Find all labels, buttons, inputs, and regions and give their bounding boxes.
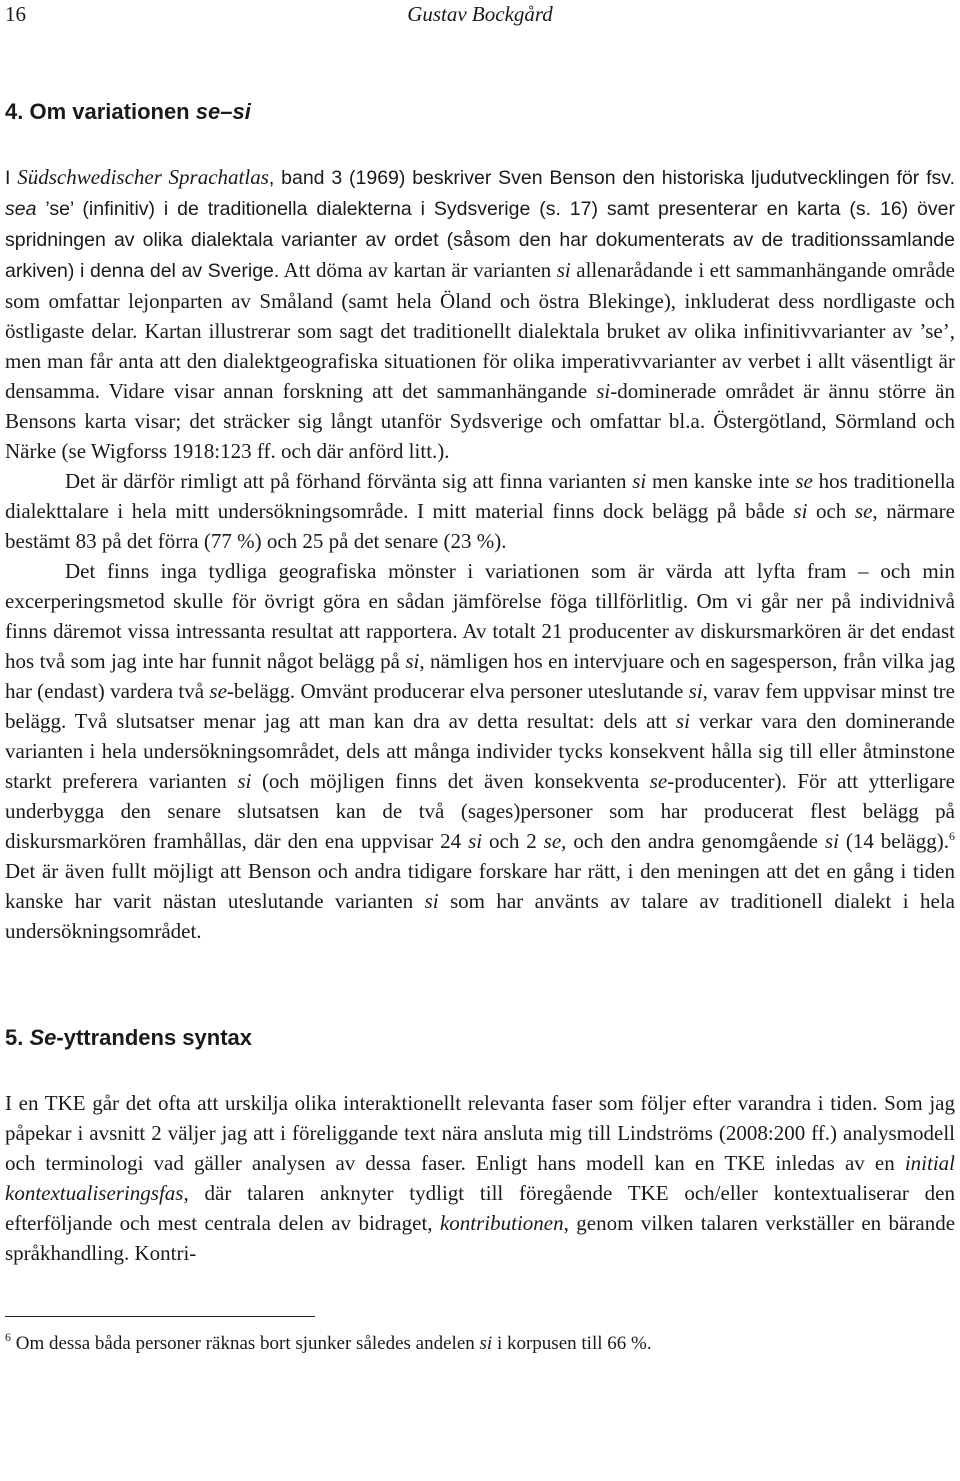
page-number: 16 — [5, 2, 26, 26]
running-author: Gustav Bockgård — [407, 2, 553, 26]
paragraph-1: I Südschwedischer Sprachatlas, band 3 (1969) beskriver Sven Benson den historiska ljudutvecklingen för fsv. sea ’se’ (infinitiv) i de traditionella dialekterna i Sydsverige (s. 17) samt presenterar en karta (s. 16) över spridningen av olika dialektala varianter av ordet (såsom den har dokumenterats av de traditionssamlande arkiven) i denna del av Sverige. Att döma av kartan är varianten si allenarådande i ett sammanhängande område som omfattar lejonparten av Småland (samt hela Öland och östra Blekinge), inkluderat dess nordligaste och östligaste delar. Kartan illustrerar som sagt det traditionellt dialektala bruket av olika infinitivvarianter av ’se’, men man får anta att den dialektgeografiska situationen för olika imperativvarianter av verbet i allt väsentligt är densamma. Vidare visar annan forskning att det sammanhängande si-dominerade området är ännu större än Bensons karta visar; det sträcker sig långt utanför Sydsverige och omfattar bl.a. Östergötland, Sörmland och Närke (se Wigforss 1918:123 ff. och där anförd litt.). — [5, 165, 955, 463]
paragraph-3: Det finns inga tydliga geografiska mönster i variationen som är värda att lyfta fram – och min excerperingsmetod skulle för övrigt göra en sådan jämförelse föga tillförlitlig. Om vi går ner på individnivå finns däremot vissa intressanta resultat att rapportera. Av totalt 21 producenter av diskursmarkören är det endast hos två som jag inte har funnit något belägg på si, nämligen hos en intervjuare och en sagesperson, från vilka jag har (endast) vardera två se-belägg. Omvänt producerar elva personer uteslutande si, varav fem uppvisar minst tre belägg. Två slutsatser menar jag att man kan dra av detta resultat: dels att si verkar vara den dominerande varianten i hela undersökningsområdet, dels att många individer tycks konsekvent hålla sig till eller åtminstone starkt preferera varianten si (och möjligen finns det även konsekventa se-producenter). För att ytterligare underbygga den senare slutsatsen kan de två (sages)personer som har producerat flest belägg på diskursmarkören framhållas, där den ena uppvisar 24 si och 2 se, och den andra genomgående si (14 belägg).$^6$ Det är även fullt möjligt att Benson och andra tidigare forskare har rätt, i den meningen att det en gång i tiden kanske har varit nästan uteslutande varianten si som har använts av talare av traditionell dialekt i hela undersökningsområdet. — [5, 559, 955, 943]
footnote-divider — [5, 1316, 315, 1317]
footnote-ref[interactable]: 6 — [949, 829, 955, 843]
footnote-6: $^6$ Om dessa båda personer räknas bort sjunker således andelen si i korpusen till 66 %. — [5, 1330, 652, 1354]
section-heading-4: 4. Om variationen se–si — [5, 99, 251, 124]
section-heading-5: 5. Se-yttrandens syntax — [5, 1025, 253, 1050]
paragraph-4: I en TKE går det ofta att urskilja olika interaktionellt relevanta faser som följer efter varandra i tiden. Som jag påpekar i avsnitt 2 väljer jag att i föreliggande text nära ansluta mig till Lindströms (2008:200 ff.) analysmodell och terminologi vad gäller analysen av dessa faser. Enligt hans modell kan en TKE inledas av en initial kontextualiseringsfas, där talaren anknyter tydligt till föregående TKE och/eller kontextualiserar den efterföljande och mest centrala delen av bidraget, kontributionen, genom vilken talaren verkställer en bärande språkhandling. Kontri- — [5, 1091, 956, 1265]
footnote-number: 6 — [5, 1330, 11, 1344]
paragraph-2: Det är därför rimligt att på förhand förvänta sig att finna varianten si men kanske inte se hos traditionella dialekttalare i hela mitt undersökningsområde. I mitt material finns dock belägg på både si och se, närmare bestämt 83 på det förra (77 %) och 25 på det senare (23 %). — [5, 469, 955, 553]
page — [5, 0, 955, 1357]
running-header — [5, 0, 955, 28]
